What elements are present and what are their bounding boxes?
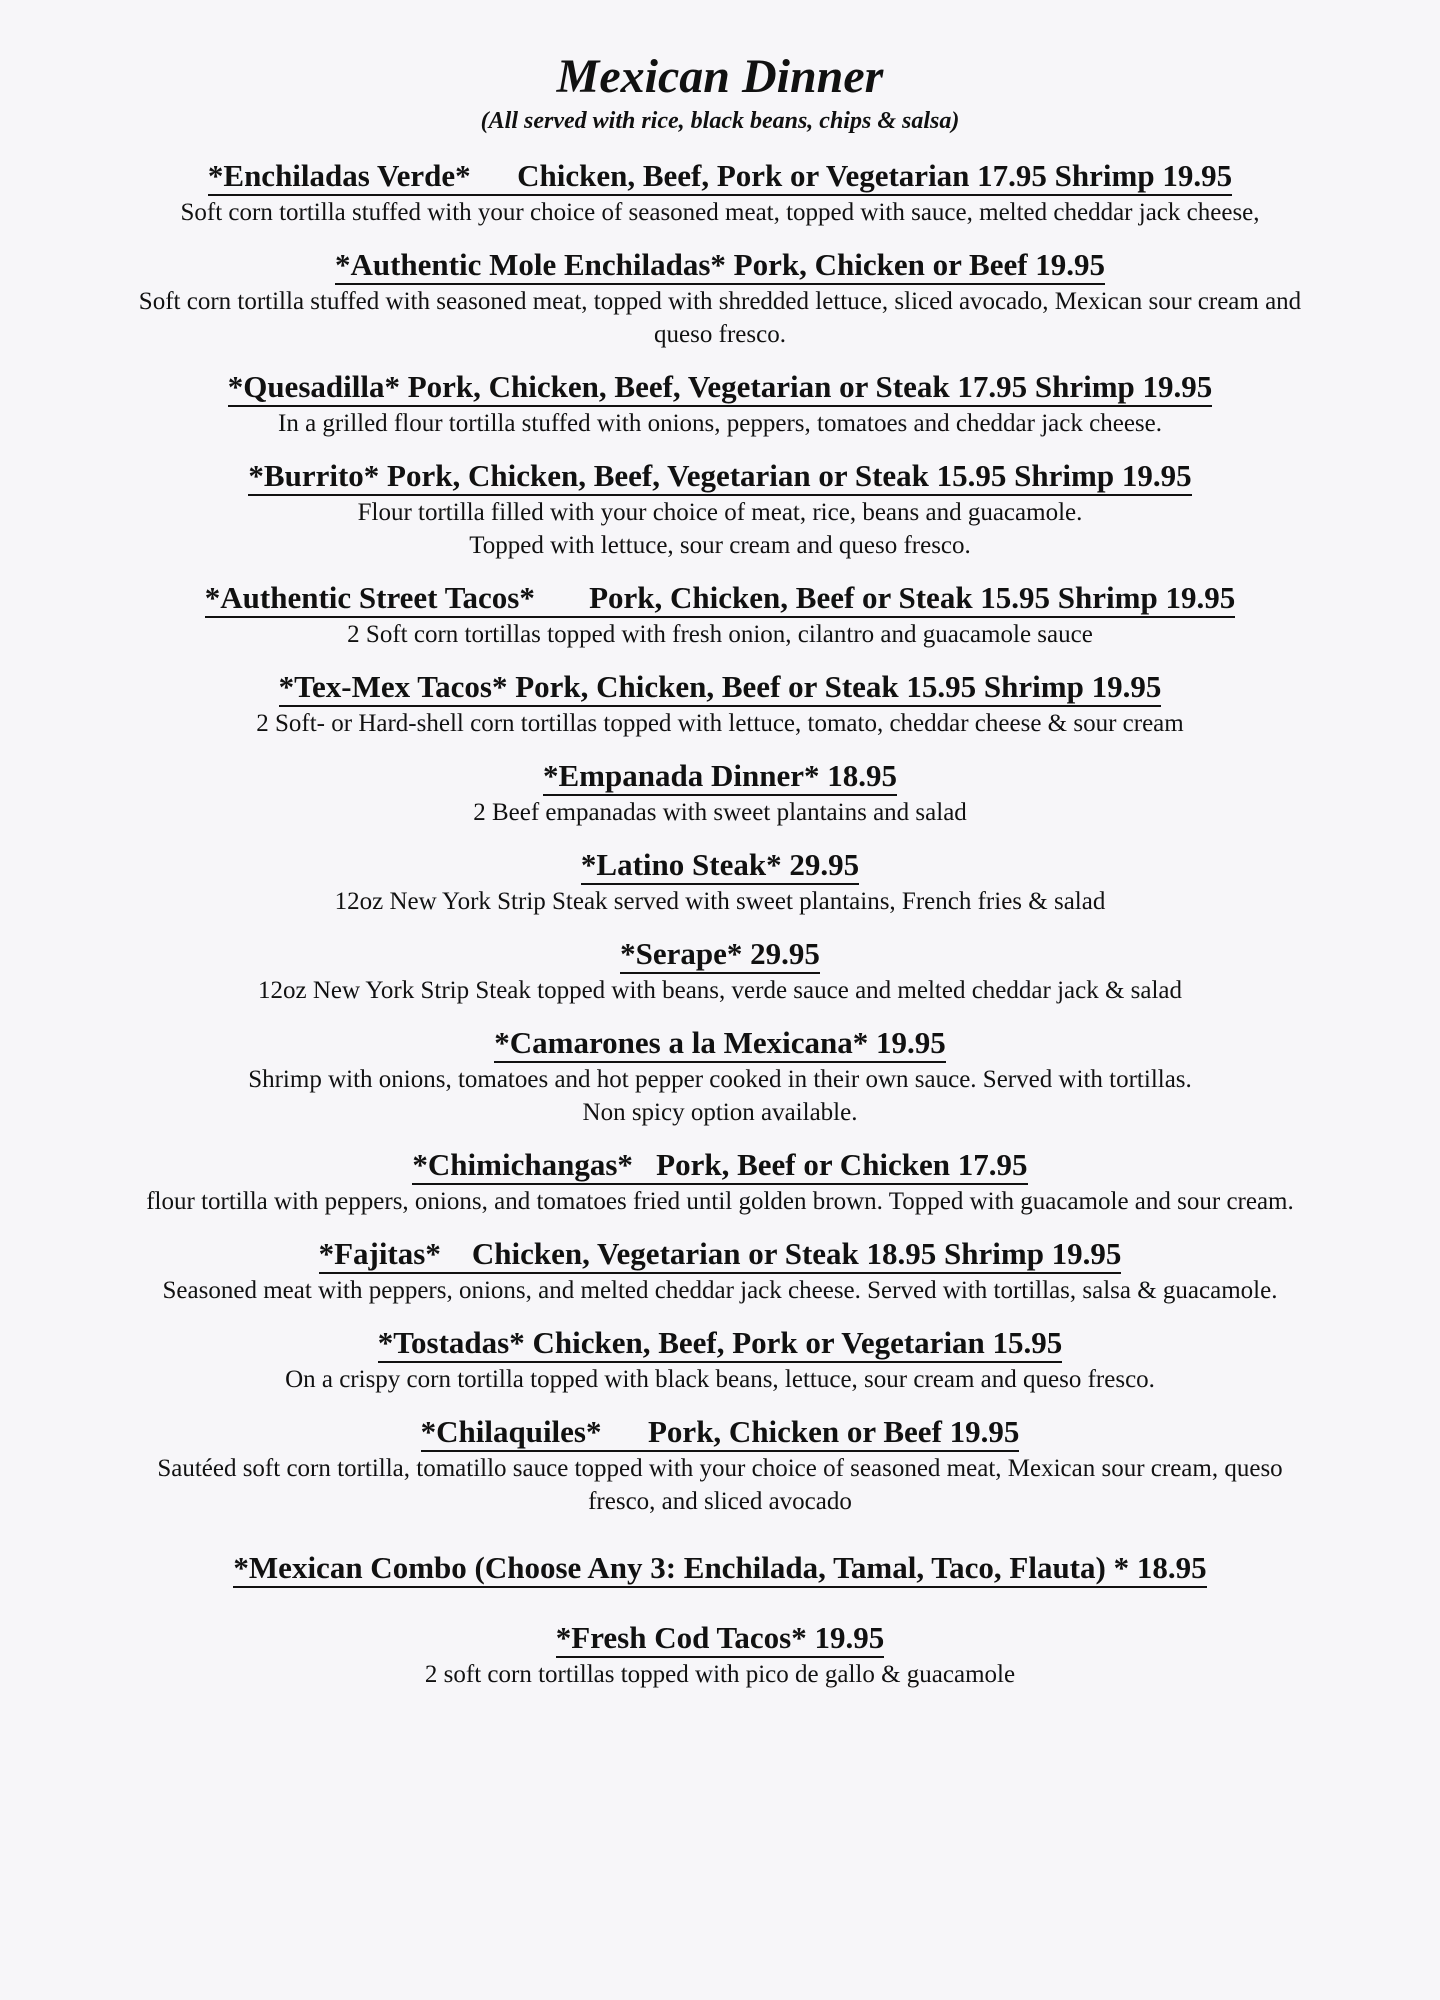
menu-item-tostadas <box>10 1325 1430 1396</box>
menu-title: Mexican Dinner <box>556 50 884 103</box>
item-heading: *Chilaquiles* Pork, Chicken or Beef 19.95 <box>421 1414 1020 1452</box>
item-description: In a grilled flour tortilla stuffed with onions, peppers, tomatoes and cheddar jack cheese. <box>278 410 1162 437</box>
menu-item-latino-steak <box>10 847 1430 918</box>
item-description: 2 Soft- or Hard-shell corn tortillas topped with lettuce, tomato, cheddar cheese & sour cream <box>256 710 1184 737</box>
item-description: Shrimp with onions, tomatoes and hot pepper cooked in their own sauce. Served with tortillas. Non spicy option available. <box>248 1066 1192 1126</box>
item-heading: *Burrito* Pork, Chicken, Beef, Vegetarian or Steak 15.95 Shrimp 19.95 <box>248 458 1191 496</box>
menu-item-tex-mex-tacos <box>10 669 1430 740</box>
menu-item-quesadilla <box>10 369 1430 440</box>
menu-item-fresh-cod-tacos <box>10 1620 1430 1691</box>
item-heading: *Authentic Street Tacos* Pork, Chicken, Beef or Steak 15.95 Shrimp 19.95 <box>205 580 1235 618</box>
item-heading: *Mexican Combo (Choose Any 3: Enchilada, Tamal, Taco, Flauta) * 18.95 <box>233 1550 1206 1588</box>
item-description: Sautéed soft corn tortilla, tomatillo sauce topped with your choice of seasoned meat, Mexican sour cream, queso fresco, and sliced avocado <box>157 1455 1283 1515</box>
item-description: Soft corn tortilla stuffed with your choice of seasoned meat, topped with sauce, melted cheddar jack cheese, <box>180 199 1260 226</box>
item-description: flour tortilla with peppers, onions, and tomatoes fried until golden brown. Topped with guacamole and sour cream. <box>146 1188 1294 1215</box>
item-description: 2 Beef empanadas with sweet plantains and salad <box>473 799 967 826</box>
item-description: 2 soft corn tortillas topped with pico de gallo & guacamole <box>424 1661 1016 1688</box>
item-description: 12oz New York Strip Steak served with sweet plantains, French fries & salad <box>334 888 1106 915</box>
item-heading: *Authentic Mole Enchiladas* Pork, Chicken or Beef 19.95 <box>335 247 1105 285</box>
item-description: Flour tortilla filled with your choice of meat, rice, beans and guacamole. Topped with lettuce, sour cream and queso fresco. <box>357 499 1083 559</box>
item-description: Soft corn tortilla stuffed with seasoned meat, topped with shredded lettuce, sliced avocado, Mexican sour cream and queso fresco. <box>138 288 1302 348</box>
item-heading: *Fajitas* Chicken, Vegetarian or Steak 18.95 Shrimp 19.95 <box>319 1236 1122 1274</box>
menu-item-camarones <box>10 1025 1430 1129</box>
item-heading: *Quesadilla* Pork, Chicken, Beef, Vegetarian or Steak 17.95 Shrimp 19.95 <box>228 369 1213 407</box>
item-heading: *Serape* 29.95 <box>620 936 820 974</box>
menu-item-serape <box>10 936 1430 1007</box>
item-description: Seasoned meat with peppers, onions, and melted cheddar jack cheese. Served with tortillas, salsa & guacamole. <box>162 1277 1278 1304</box>
menu-item-fajitas <box>10 1236 1430 1307</box>
menu-item-burrito <box>10 458 1430 562</box>
item-heading: *Empanada Dinner* 18.95 <box>543 758 897 796</box>
item-description: 2 Soft corn tortillas topped with fresh onion, cilantro and guacamole sauce <box>347 621 1093 648</box>
item-heading: *Tex-Mex Tacos* Pork, Chicken, Beef or Steak 15.95 Shrimp 19.95 <box>279 669 1162 707</box>
menu-item-mexican-combo <box>10 1550 1430 1588</box>
item-heading: *Camarones a la Mexicana* 19.95 <box>494 1025 945 1063</box>
menu-item-chimichangas <box>10 1147 1430 1218</box>
menu-subtitle: (All served with rice, black beans, chips & salsa) <box>480 108 960 134</box>
menu-item-street-tacos <box>10 580 1430 651</box>
menu-item-chilaquiles <box>10 1414 1430 1518</box>
item-heading: *Tostadas* Chicken, Beef, Pork or Vegetarian 15.95 <box>378 1325 1063 1363</box>
item-description: On a crispy corn tortilla topped with black beans, lettuce, sour cream and queso fresco. <box>285 1366 1155 1393</box>
item-heading: *Chimichangas* Pork, Beef or Chicken 17.95 <box>412 1147 1027 1185</box>
menu-item-empanada-dinner <box>10 758 1430 829</box>
menu-item-enchiladas-verde <box>10 158 1430 229</box>
item-description: 12oz New York Strip Steak topped with beans, verde sauce and melted cheddar jack & salad <box>257 977 1183 1004</box>
item-heading: *Latino Steak* 29.95 <box>581 847 859 885</box>
item-heading: *Enchiladas Verde* Chicken, Beef, Pork or Vegetarian 17.95 Shrimp 19.95 <box>208 158 1232 196</box>
menu-item-mole-enchiladas <box>10 247 1430 351</box>
menu-items <box>0 158 1440 1709</box>
item-heading: *Fresh Cod Tacos* 19.95 <box>556 1620 884 1658</box>
